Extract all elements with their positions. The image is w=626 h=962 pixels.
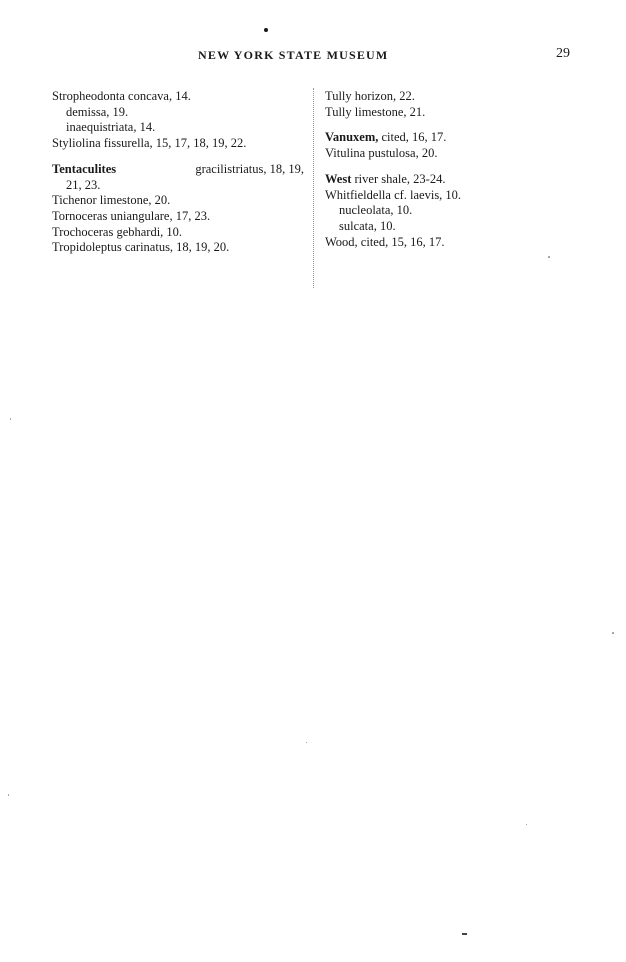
index-subentry: demissa, 19. (66, 104, 129, 119)
index-entry: Styliolina fissurella, 15, 17, 18, 19, 22. (52, 136, 247, 151)
index-entry-head: Tentaculites (52, 161, 117, 176)
scan-speck (612, 632, 614, 634)
scan-speck (526, 824, 527, 825)
index-entry: Trochoceras gebhardi, 10. (52, 224, 183, 239)
index-subentry: nucleolata, 10. (339, 203, 413, 218)
page-mark (462, 933, 467, 935)
running-header (0, 48, 626, 68)
header-title: NEW YORK STATE MUSEUM (198, 48, 389, 62)
index-entry: Stropheodonta concava, 14. (52, 89, 191, 103)
index-entry-rest: gracilistriatus, 18, 19, (195, 161, 304, 176)
index-entry: Tully limestone, 21. (325, 104, 426, 119)
index-entry: Vitulina pustulosa, 20. (325, 146, 438, 161)
scan-speck (10, 418, 11, 420)
index-column-left (52, 89, 304, 256)
index-entry: Whitfieldella cf. laevis, 10. (325, 187, 462, 202)
page-mark (264, 28, 268, 32)
index-entry-rest: river shale, 23-24. (354, 171, 446, 186)
index-subentry: inaequistriata, 14. (66, 120, 156, 135)
index-entry-rest: cited, 16, 17. (381, 130, 447, 145)
page-number: 29 (556, 46, 570, 61)
scan-speck (8, 794, 9, 796)
index-entry-head: Vanuxem, (325, 130, 379, 145)
index-entry: Wood, cited, 15, 16, 17. (325, 234, 445, 249)
index-subentry: sulcata, 10. (339, 218, 396, 233)
index-entry: Tropidoleptus carinatus, 18, 19, 20. (52, 240, 230, 255)
index-entry-head: West (325, 171, 352, 186)
index-entry (325, 130, 535, 146)
column-divider (313, 88, 314, 288)
index-entry: Tully horizon, 22. (325, 89, 415, 103)
scan-speck (548, 256, 550, 258)
index-entry-continuation: 21, 23. (66, 177, 101, 192)
index-entry: Tichenor limestone, 20. (52, 193, 171, 208)
index-column-right (325, 89, 535, 250)
scan-speck (306, 742, 307, 743)
index-entry (325, 172, 535, 188)
index-entry: Tornoceras uniangulare, 17, 23. (52, 208, 211, 223)
index-entry (52, 162, 304, 178)
